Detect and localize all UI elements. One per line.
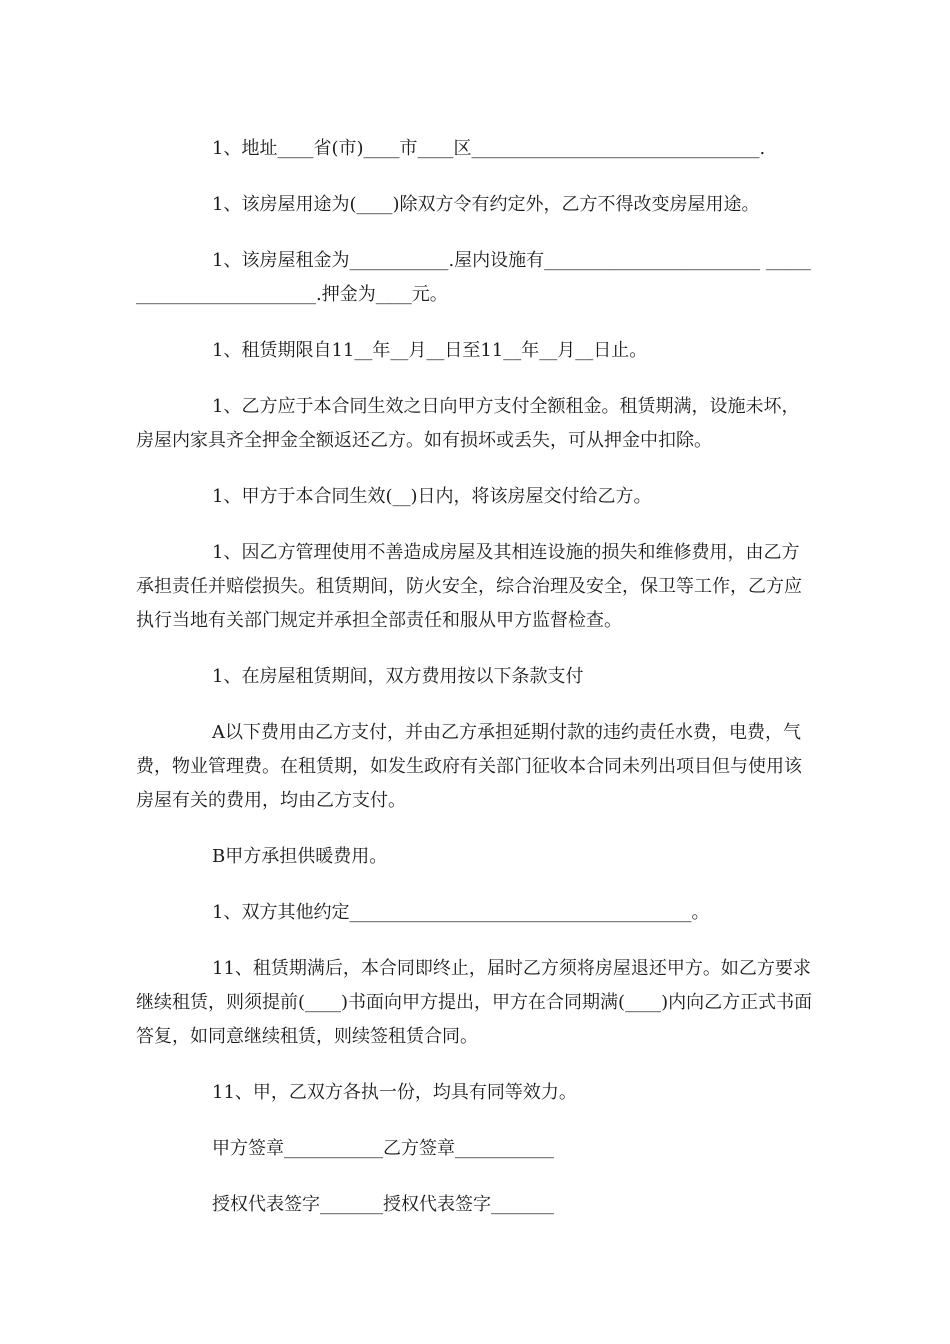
clause-other: 1、双方其他约定______________________________________。 <box>212 902 710 923</box>
clause-expenses: 1、在房屋租赁期间，双方费用按以下条款支付 <box>212 666 584 687</box>
clause-renewal: 11、租赁期满后，本合同即终止，届时乙方须将房屋退还甲方。如乙方要求继续租赁，则须提前(____)书面向甲方提出，甲方在合同期满(____)内向乙方正式书面答复，如同意继续租赁，则续签租赁合同。 <box>136 958 813 1047</box>
clause-address: 1、地址____省(市)____市____区________________________________. <box>212 138 766 159</box>
signature-line-representative: 授权代表签字_______授权代表签字_______ <box>212 1194 554 1215</box>
clause-payment: 1、乙方应于本合同生效之日向甲方支付全额租金。租赁期满，设施未坏，房屋内家具齐全押金全额返还乙方。如有损坏或丢失，可从押金中扣除。 <box>136 396 800 451</box>
signature-line-seal: 甲方签章___________乙方签章___________ <box>212 1138 554 1159</box>
clause-rent: 1、该房屋租金为___________.屋内设施有________________________ _________________________.押金为____元。 <box>136 250 811 305</box>
clause-copies: 11、甲，乙双方各执一份，均具有同等效力。 <box>212 1082 577 1103</box>
clause-term: 1、租赁期限自11__年__月__日至11__年__月__日止。 <box>212 340 648 361</box>
clause-expenses-b: B甲方承担供暖费用。 <box>212 846 388 867</box>
clause-handover: 1、甲方于本合同生效(__)日内，将该房屋交付给乙方。 <box>212 486 652 507</box>
contract-body <box>136 132 816 1244</box>
clause-liability: 1、因乙方管理使用不善造成房屋及其相连设施的损失和维修费用，由乙方承担责任并赔偿损失。租赁期间，防火安全，综合治理及安全，保卫等工作，乙方应执行当地有关部门规定并承担全部责任和服从甲方监督检查。 <box>136 542 802 631</box>
clause-expenses-a: A以下费用由乙方支付，并由乙方承担延期付款的违约责任水费，电费，气费，物业管理费。在租赁期，如发生政府有关部门征收本合同未列出项目但与使用该房屋有关的费用，均由乙方支付。 <box>136 722 802 811</box>
clause-usage: 1、该房屋用途为(____)除双方令有约定外，乙方不得改变房屋用途。 <box>212 194 760 215</box>
